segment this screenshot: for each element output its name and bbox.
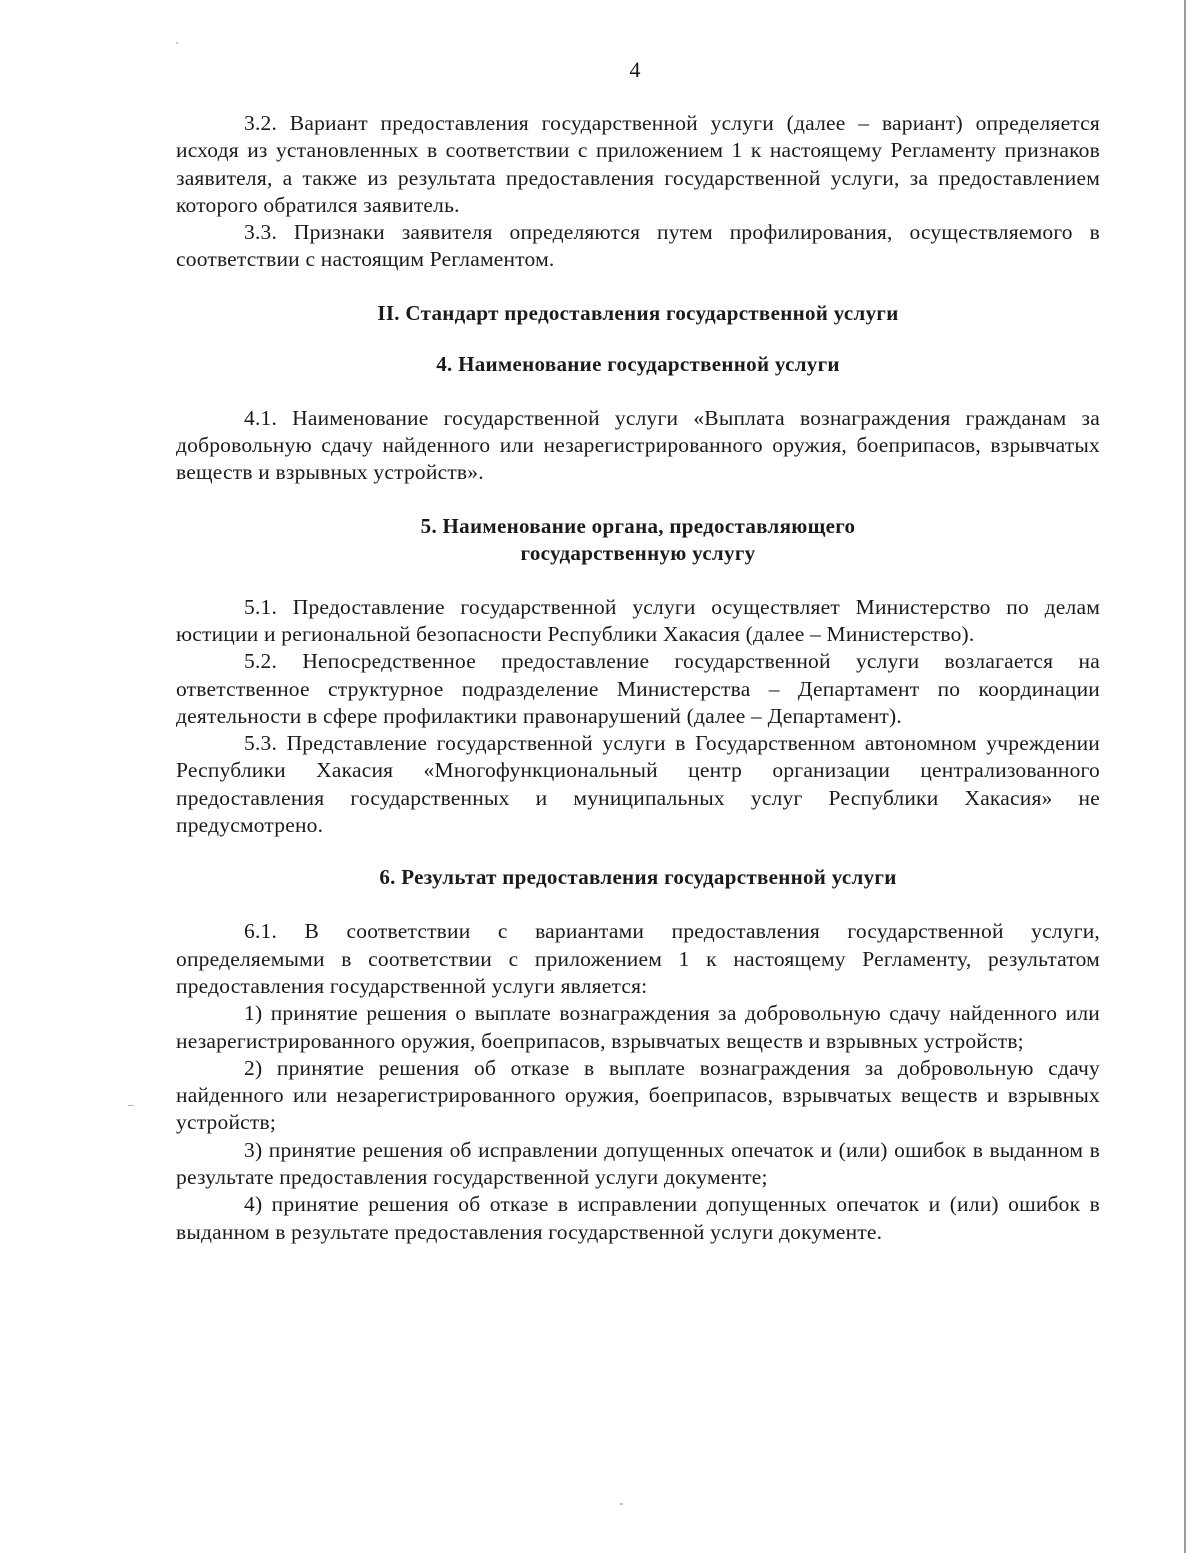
list-item-2: 2) принятие решения об отказе в выплате вознаграждения за добровольную сдачу найденного или незарегистрированного оружия, боеприпасов, взрывчатых веществ и взрывных устройств; — [176, 1055, 1100, 1135]
scan-speck — [176, 42, 178, 44]
page-number: 4 — [629, 57, 641, 82]
paragraph-6-1: 6.1. В соответствии с вариантами предоставления государственной услуги, определяемыми в соответствии с приложением 1 к настоящему Регламенту, результатом предоставления государственной услуги является: — [176, 919, 1100, 998]
paragraph-3-3: 3.3. Признаки заявителя определяются путем профилирования, осуществляемого в соответствии с настоящим Регламентом. — [176, 220, 1100, 272]
paragraph-3-2: 3.2. Вариант предоставления государственной услуги (далее – вариант) определяется исходя из установленных в соответствии с приложением 1 к настоящему Регламенту признаков заявителя, а также из результата предоставления государственной услуги, за предоставлением которого обратился заявитель. — [176, 111, 1100, 217]
scan-speck — [620, 1503, 623, 1505]
subsection-heading-5 — [176, 513, 1100, 567]
document-body — [176, 110, 1100, 1246]
scan-speck — [128, 1105, 134, 1106]
paragraph-4-1: 4.1. Наименование государственной услуги «Выплата вознаграждения гражданам за добровольную сдачу найденного или незарегистрированного оружия, боеприпасов, взрывчатых веществ и взрывных устройств». — [176, 405, 1100, 485]
paragraph-5-3: 5.3. Представление государственной услуги в Государственном автономном учреждении Республики Хакасия «Многофункциональный центр организации централизованного предоставления государственных и муниципальных услуг Республики Хакасия» не предусмотрено. — [176, 731, 1100, 838]
section-heading-standard — [176, 300, 1100, 327]
heading-line: 4. Наименование государственной услуги — [436, 351, 840, 376]
subsection-heading-4 — [176, 351, 1100, 378]
paragraph-5-1: 5.1. Предоставление государственной услуги осуществляет Министерство по делам юстиции и региональной безопасности Республики Хакасия (далее – Министерство). — [176, 594, 1100, 646]
list-item-4: 4) принятие решения об отказе в исправлении допущенных опечаток и (или) ошибок в выданном в результате предоставления государственной услуги документе. — [176, 1192, 1100, 1244]
subsection-heading-6 — [176, 864, 1100, 891]
heading-line: государственную услугу — [520, 540, 756, 565]
list-item-1: 1) принятие решения о выплате вознаграждения за добровольную сдачу найденного или незарегистрированного оружия, боеприпасов, взрывчатых веществ и взрывных устройств; — [176, 1001, 1100, 1053]
scan-edge-line — [1184, 0, 1186, 1553]
list-item-3: 3) принятие решения об исправлении допущенных опечаток и (или) ошибок в выданном в результате предоставления государственной услуги документе; — [176, 1137, 1100, 1190]
paragraph-5-2: 5.2. Непосредственное предоставление государственной услуги возлагается на ответственное структурное подразделение Министерства – Департамент по координации деятельности в сфере профилактики правонарушений (далее – Департамент). — [176, 649, 1100, 728]
heading-line: 5. Наименование органа, предоставляющего — [420, 513, 856, 538]
heading-line: II. Стандарт предоставления государственной услуги — [377, 300, 899, 325]
heading-line: 6. Результат предоставления государственной услуги — [379, 865, 897, 890]
